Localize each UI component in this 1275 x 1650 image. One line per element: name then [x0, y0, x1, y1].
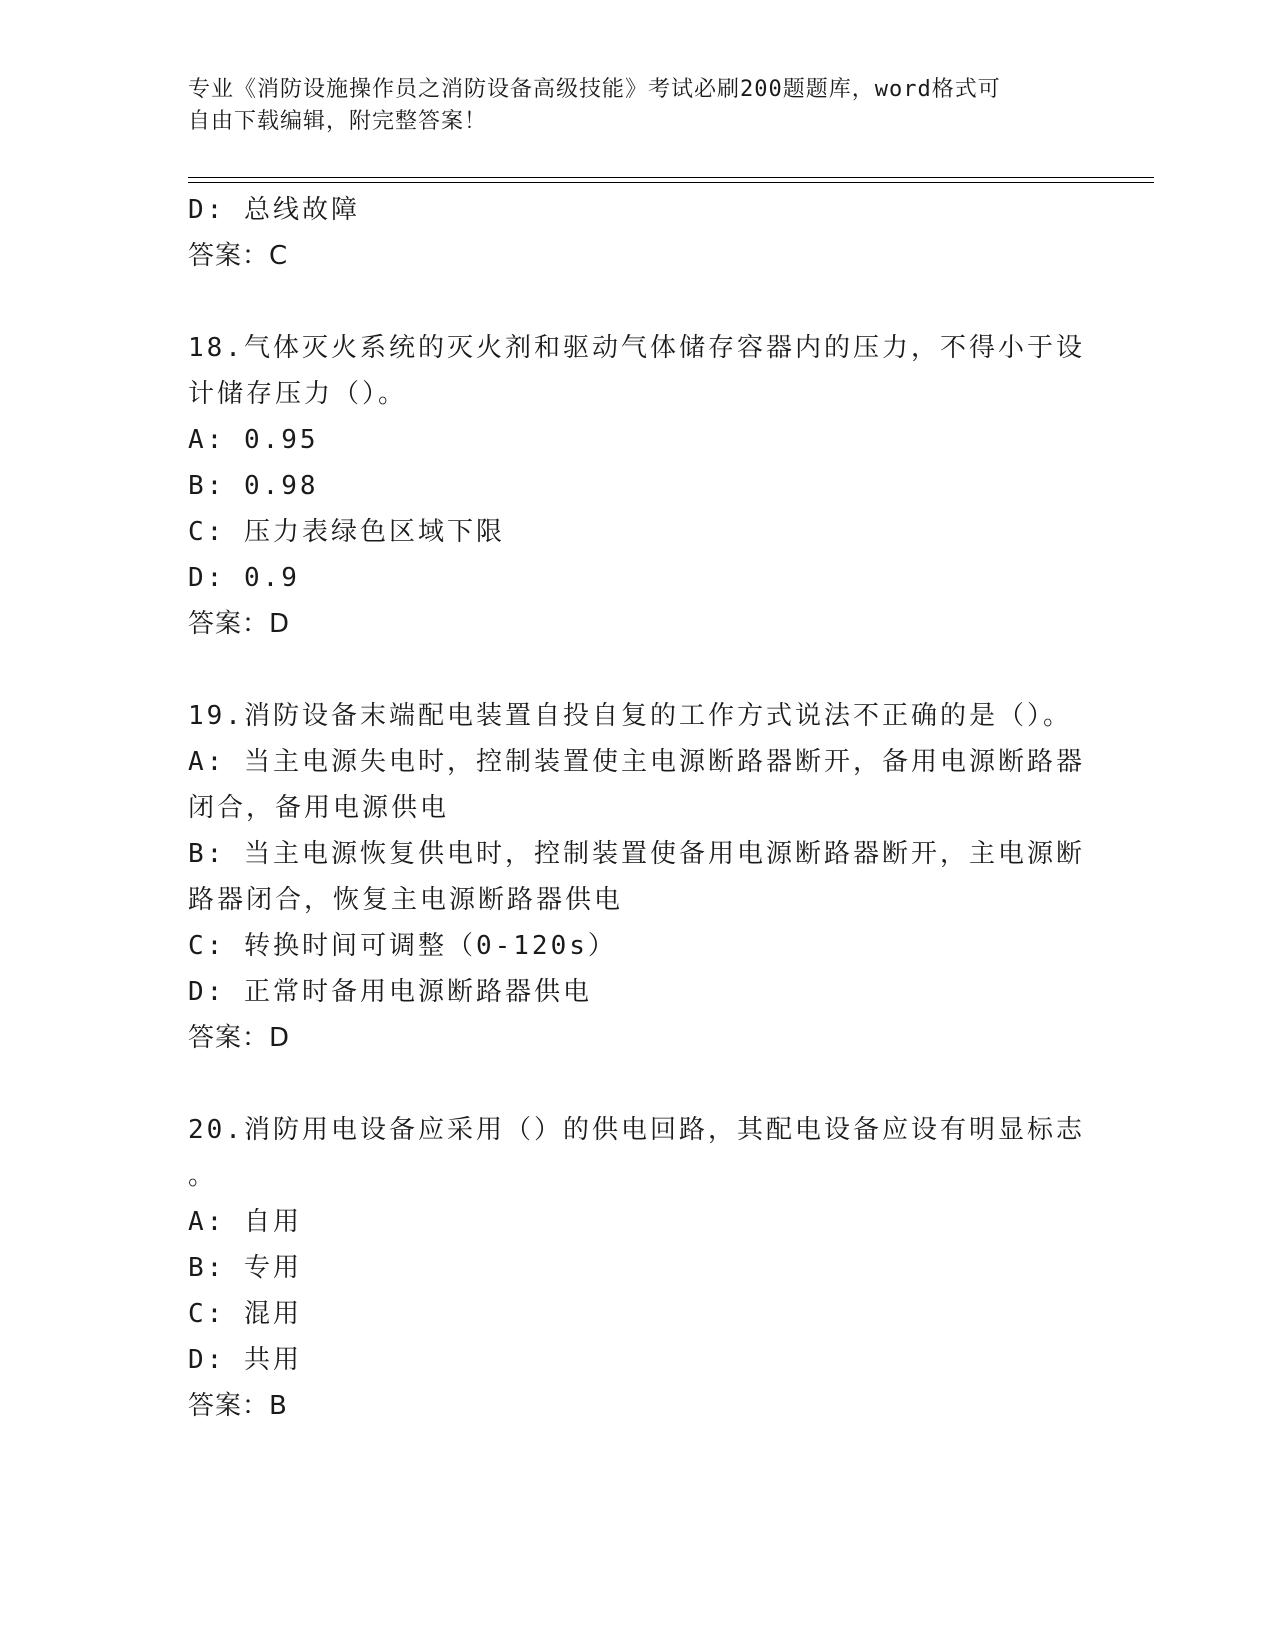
q18-stem-line-1: 18.气体灭火系统的灭火剂和驱动气体储存容器内的压力，不得小于设	[188, 333, 1085, 363]
q19-option-b-line-1: B: 当主电源恢复供电时，控制装置使备用电源断路器断开，主电源断	[188, 839, 1085, 869]
question-spacer	[188, 279, 1068, 325]
q19-option-c: C: 转换时间可调整（0-120s）	[188, 931, 617, 961]
question-spacer	[188, 647, 1068, 693]
q17-answer: 答案：C	[188, 241, 289, 271]
q20-option-d: D: 共用	[188, 1345, 302, 1375]
q19-option-a-line-1: A: 当主电源失电时，控制装置使主电源断路器断开，备用电源断路器	[188, 747, 1085, 777]
q18-option-d: D: 0.9	[188, 563, 300, 593]
q17-option-d: D: 总线故障	[188, 195, 360, 225]
q19-option-d: D: 正常时备用电源断路器供电	[188, 977, 592, 1007]
question-spacer	[188, 1061, 1068, 1107]
q20-option-a: A: 自用	[188, 1207, 302, 1237]
q19-option-a-line-2: 闭合，备用电源供电	[188, 793, 450, 823]
q18-answer: 答案：D	[188, 609, 291, 639]
q20-stem-line-1: 20.消防用电设备应采用（）的供电回路，其配电设备应设有明显标志	[188, 1115, 1085, 1145]
q19-answer: 答案：D	[188, 1023, 291, 1053]
document-header	[188, 74, 1068, 138]
question-content	[188, 187, 1085, 1429]
header-line-1: 专业《消防设施操作员之消防设备高级技能》考试必刷200题题库，word格式可	[188, 77, 1001, 102]
q19-option-b-line-2: 路器闭合，恢复主电源断路器供电	[188, 885, 624, 915]
q20-option-b: B: 专用	[188, 1253, 302, 1283]
q20-option-c: C: 混用	[188, 1299, 302, 1329]
q18-option-c: C: 压力表绿色区域下限	[188, 517, 505, 547]
header-divider-bottom	[188, 182, 1154, 183]
q19-stem-line-1: 19.消防设备末端配电装置自投自复的工作方式说法不正确的是（）。	[188, 701, 1072, 731]
q18-option-a: A: 0.95	[188, 425, 319, 455]
header-line-2: 自由下载编辑，附完整答案！	[188, 109, 488, 134]
q18-stem-line-2: 计储存压力（）。	[188, 379, 408, 409]
q18-option-b: B: 0.98	[188, 471, 319, 501]
q20-stem-line-2: 。	[188, 1161, 218, 1191]
q20-answer: 答案：B	[188, 1391, 288, 1421]
header-divider-top	[188, 177, 1154, 178]
